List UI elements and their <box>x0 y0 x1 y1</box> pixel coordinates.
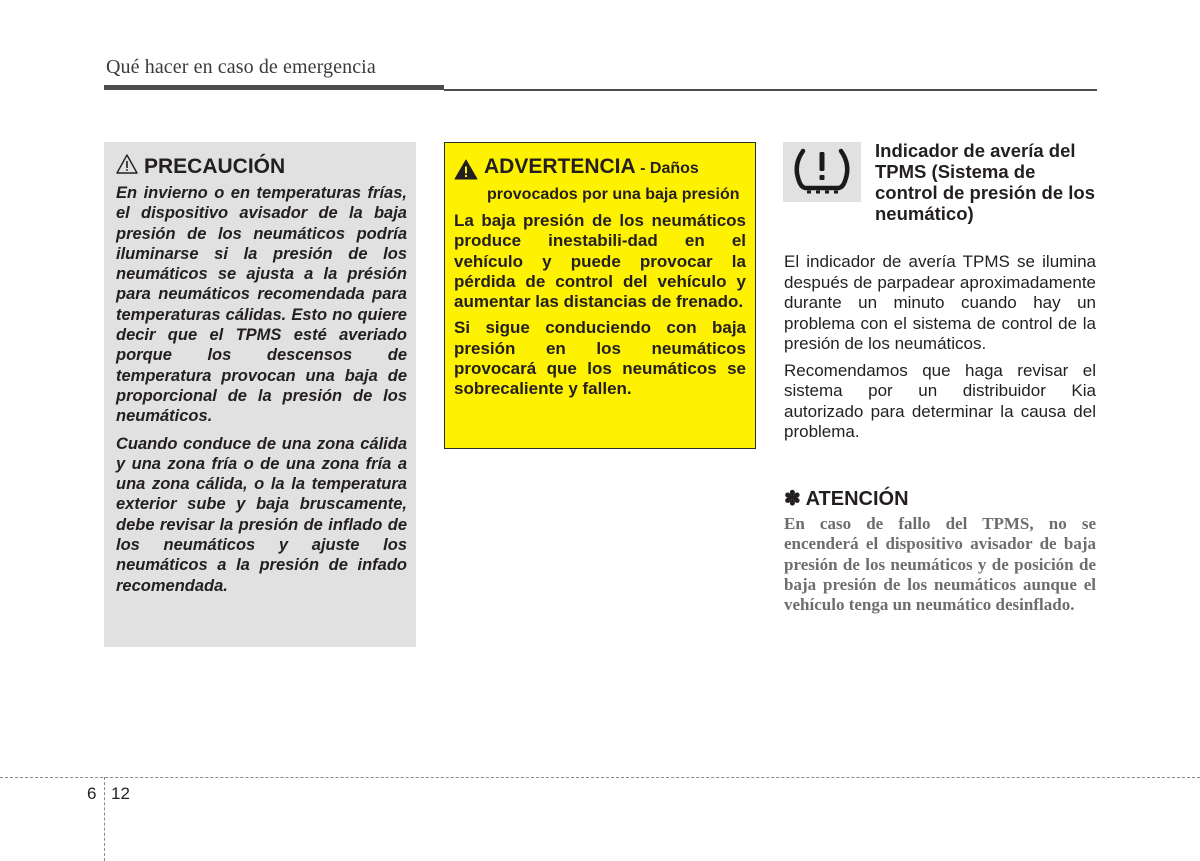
caution-box <box>104 142 416 647</box>
warning-subtitle-cont: provocados por una baja presión <box>487 186 740 203</box>
page-number: 12 <box>111 784 130 803</box>
note-title: ATENCIÓN <box>805 488 909 510</box>
chapter-number: 6 <box>87 784 97 803</box>
caution-paragraph: Cuando conduce de una zona cálida y una zona fría o de una zona fría a una zona cálida, o la la temperatura exterior sube y baja bruscamente, debe revisar la presión de inflado de los neumáticos y ajuste los neumáticos a la presión de infado recomendada. <box>116 434 407 595</box>
warning-paragraph: Si sigue conduciendo con baja presión en los neumáticos provocará que los neumáticos se sobrecaliente y fallen. <box>454 318 746 399</box>
note-text: En caso de fallo del TPMS, no se encenderá el dispositivo avisador de baja presión de los neumáticos y de posición de baja presión de los neumáticos aunque el vehículo tenga un neumático desinflado. <box>784 514 1096 615</box>
asterisk-icon: ✽ <box>784 488 801 510</box>
footer-divider <box>0 777 1200 778</box>
warning-title: ADVERTENCIA <box>484 155 636 178</box>
warning-triangle-filled-icon <box>454 155 478 185</box>
footer-vertical-divider <box>104 777 105 861</box>
warning-paragraph: La baja presión de los neumáticos produce inestabili-dad en el vehículo y puede provocar la pérdida de control del vehículo y aumentar las distancias de frenado. <box>454 211 746 312</box>
tpms-body <box>784 252 1096 449</box>
caution-header <box>116 154 407 179</box>
caution-title: PRECAUCIÓN <box>144 154 286 178</box>
warning-subtitle: - Daños <box>640 160 699 177</box>
caution-paragraph: En invierno o en temperaturas frías, el dispositivo avisador de la baja presión de los neumáticos podría iluminarse si la presión de los neumáticos se ajusta a la présión para neumáticos recomendada para temperaturas cálidas. Esto no quiere decir que el TPMS esté averiado porque los descensos de temperatura provocan una baja de proporcional de la presión de los neumáticos. <box>116 184 407 426</box>
tpms-malfunction-icon <box>789 145 855 200</box>
tpms-icon-box <box>783 142 861 202</box>
section-title: Qué hacer en caso de emergencia <box>106 56 376 78</box>
tpms-paragraph: Recomendamos que haga revisar el sistema por un distribuidor Kia autorizado para determinar la causa del problema. <box>784 360 1096 441</box>
warning-box <box>444 142 756 449</box>
header-rule-light <box>444 89 1097 91</box>
warning-header <box>454 155 746 185</box>
warning-triangle-outline-icon <box>116 154 138 179</box>
tpms-heading: Indicador de avería del TPMS (Sistema de control de presión de los neumático) <box>875 140 1095 224</box>
tpms-paragraph: El indicador de avería TPMS se ilumina después de parpadear aproximadamente durante un minuto cuando hay un problema con el sistema de control de la presión de los neumáticos. <box>784 252 1096 353</box>
note-heading <box>784 486 909 511</box>
header-rule-dark <box>104 85 444 90</box>
